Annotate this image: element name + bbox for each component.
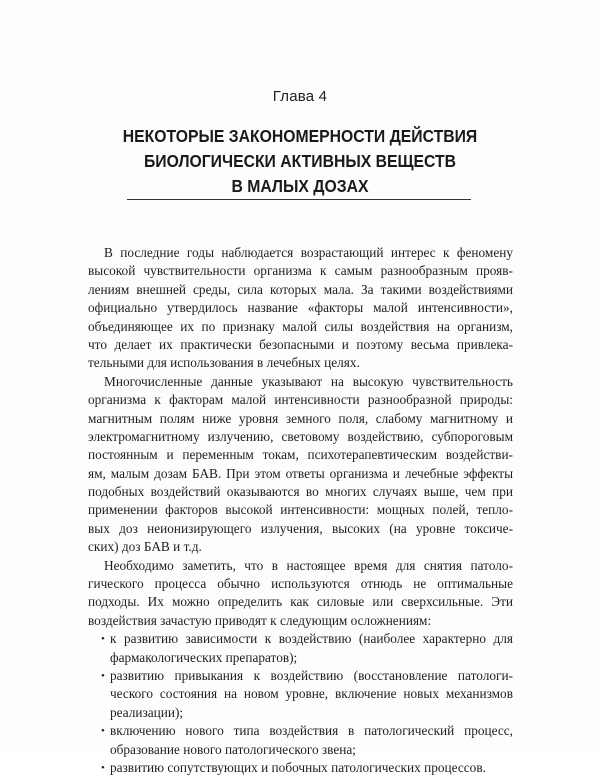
bullet-icon: • xyxy=(101,633,105,646)
list-item xyxy=(88,759,513,777)
text-line: воздействия зачастую приводят к следующим осложнениям: xyxy=(88,612,432,628)
paragraph xyxy=(88,373,513,557)
complications-list xyxy=(88,630,513,777)
text-line: электромагнитному излучению, световому воздействию, субпороговым xyxy=(88,428,513,444)
body-text xyxy=(88,244,513,777)
text-line: фармакологических препаратов); xyxy=(110,649,298,665)
text-line: применении факторов высокой интенсивности: мощных полей, тепло- xyxy=(88,502,513,518)
text-line: к развитию зависимости к воздействию (наиболее характерно для xyxy=(110,631,513,647)
chapter-title xyxy=(120,124,480,199)
text-line: Необходимо заметить, что в настоящее время для снятия патоло- xyxy=(104,557,513,573)
chapter-label: Глава 4 xyxy=(272,88,328,105)
chapter-title-line: НЕКОТОРЫЕ ЗАКОНОМЕРНОСТИ ДЕЙСТВИЯ xyxy=(122,126,478,146)
text-line: тельными для использования в лечебных целях. xyxy=(88,355,360,371)
text-line: вых доз неионизирующего излучения, высоких (на уровне токсиче- xyxy=(88,520,513,536)
text-line: постоянным и переменным токам, психотерапевтическим воздействи- xyxy=(88,447,513,463)
text-line: подходы. Их можно определить как силовые или сверхсильные. Эти xyxy=(88,594,513,610)
text-line: реализации); xyxy=(110,704,184,720)
text-line: организма к факторам малой интенсивности разнообразной природы: xyxy=(88,392,513,408)
text-line: объединяющее их по признаку малой силы воздействия на организм, xyxy=(88,318,513,334)
text-line: Многочисленные данные указывают на высокую чувствительность xyxy=(104,373,513,389)
text-line: ских) доз БАВ и т.д. xyxy=(88,539,202,555)
text-line: лениям внешней среды, сила которых мала. За такими воздействиями xyxy=(88,281,513,297)
bullet-icon: • xyxy=(101,669,105,682)
text-line: официально утвердилось название «факторы малой интенсивности», xyxy=(88,300,513,316)
text-line: ческого состояния на новом уровне, включение новых механизмов xyxy=(110,686,513,702)
list-item xyxy=(88,667,513,722)
paragraph xyxy=(88,244,513,373)
title-divider xyxy=(127,199,471,200)
text-line: В последние годы наблюдается возрастающий интерес к феномену xyxy=(104,245,513,260)
chapter-title-line: БИОЛОГИЧЕСКИ АКТИВНЫХ ВЕЩЕСТВ xyxy=(143,151,457,171)
text-line: что делает их практически безопасными и поэтому весьма привлека- xyxy=(88,336,513,352)
text-line: гического процесса обычно используются отнюдь не оптимальные xyxy=(88,576,513,592)
text-line: подобных воздействий оказываются во многих случаях выше, чем при xyxy=(88,484,513,500)
text-line: магнитным полям ниже уровня земного поля, слабому магнитному и xyxy=(88,410,513,426)
text-line: включению нового типа воздействия в патологический процесс, xyxy=(110,723,513,739)
list-item xyxy=(88,630,513,667)
text-line: образование нового патологического звена; xyxy=(110,741,356,757)
text-line: развитию сопутствующих и побочных патологических процессов. xyxy=(110,759,486,775)
bullet-icon: • xyxy=(101,725,105,738)
chapter-title-line: В МАЛЫХ ДОЗАХ xyxy=(231,176,369,196)
paragraph xyxy=(88,557,513,631)
text-line: высокой чувствительности организма к самым разнообразным прояв- xyxy=(88,263,513,279)
text-line: ям, малым дозам БАВ. При этом ответы организма и лечебные эффекты xyxy=(88,465,513,481)
text-line: развитию привыкания к воздействию (восстановление патологи- xyxy=(110,667,513,683)
bullet-icon: • xyxy=(101,761,105,774)
list-item xyxy=(88,722,513,759)
